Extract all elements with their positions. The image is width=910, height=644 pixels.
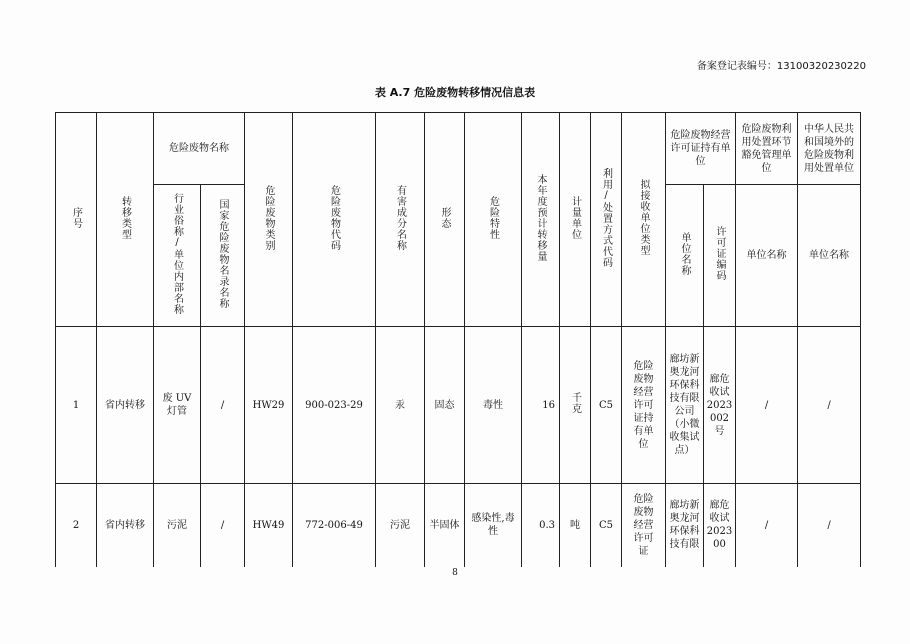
- row2-annual-qty: 0.3: [522, 484, 560, 567]
- row2-national-name: /: [201, 484, 245, 567]
- row2-unit: 吨: [560, 484, 591, 567]
- row1-unit: 千克: [560, 327, 591, 484]
- header-waste-name-group: 危险废物名称: [154, 113, 245, 185]
- header-method: 利用/处置方式代码: [591, 113, 622, 327]
- header-exempt-group: 危险废物利用处置环节豁免管理单位: [736, 113, 798, 185]
- table-row: [56, 327, 861, 484]
- header-annual-qty: 本年度预计转移量: [522, 113, 560, 327]
- row1-exempt-name: /: [736, 327, 798, 484]
- row2-foreign-name: /: [798, 484, 861, 567]
- row1-method: C5: [591, 327, 622, 484]
- row1-code: 900-023-29: [293, 327, 376, 484]
- header-industry-name: 行业俗称/单位内部名称: [154, 185, 201, 327]
- filing-number: 备案登记表编号：13100320230220: [696, 61, 866, 72]
- row2-licensee-license: 廊危收试202300: [704, 484, 736, 567]
- header-receiver-type: 拟接收单位类型: [622, 113, 666, 327]
- table-row: [56, 484, 861, 567]
- row2-method: C5: [591, 484, 622, 567]
- header-national-name: 国家危险废物名录名称: [201, 185, 245, 327]
- row2-licensee-name: 廊坊新奥龙河环保科技有限: [666, 484, 704, 567]
- waste-transfer-table: [55, 112, 861, 567]
- row1-foreign-name: /: [798, 327, 861, 484]
- header-seq: 序号: [56, 113, 97, 327]
- header-transfer-type: 转移类型: [97, 113, 154, 327]
- page-number: 8: [452, 568, 458, 578]
- header-code: 危险废物代码: [293, 113, 376, 327]
- row2-form: 半固体: [425, 484, 465, 567]
- row1-category: HW29: [245, 327, 293, 484]
- header-licensee-name: 单位名称: [666, 185, 704, 327]
- row2-industry-name: 污泥: [154, 484, 201, 567]
- row1-transfer-type: 省内转移: [97, 327, 154, 484]
- header-exempt-name: 单位名称: [736, 185, 798, 327]
- row1-licensee-name: 廊坊新奥龙河环保科技有限公司（小微收集试点）: [666, 327, 704, 484]
- row1-annual-qty: 16: [522, 327, 560, 484]
- row2-exempt-name: /: [736, 484, 798, 567]
- row2-transfer-type: 省内转移: [97, 484, 154, 567]
- row1-licensee-license: 廊危收试2023002号: [704, 327, 736, 484]
- row1-form: 固态: [425, 327, 465, 484]
- header-harmful: 有害成分名称: [376, 113, 425, 327]
- row1-seq: 1: [56, 327, 97, 484]
- row1-receiver-type: 危险废物经营许可证持有单位: [622, 327, 666, 484]
- row1-harmful: 汞: [376, 327, 425, 484]
- header-row-1: [56, 113, 861, 185]
- row2-property: 感染性,毒性: [465, 484, 522, 567]
- row2-category: HW49: [245, 484, 293, 567]
- row1-industry-name: 废 UV 灯管: [154, 327, 201, 484]
- header-licensee-group: 危险废物经营许可证持有单位: [666, 113, 736, 185]
- row2-seq: 2: [56, 484, 97, 567]
- row1-national-name: /: [201, 327, 245, 484]
- header-unit: 计量单位: [560, 113, 591, 327]
- header-licensee-license: 许可证编码: [704, 185, 736, 327]
- header-form: 形态: [425, 113, 465, 327]
- header-foreign-group: 中华人民共和国境外的危险废物利用处置单位: [798, 113, 861, 185]
- row2-code: 772-006-49: [293, 484, 376, 567]
- row2-receiver-type: 危险废物经营许可证: [622, 484, 666, 567]
- header-property: 危险特性: [465, 113, 522, 327]
- row2-harmful: 污泥: [376, 484, 425, 567]
- row1-property: 毒性: [465, 327, 522, 484]
- header-foreign-name: 单位名称: [798, 185, 861, 327]
- header-category: 危险废物类别: [245, 113, 293, 327]
- table-title: 表 A.7 危险废物转移情况信息表: [374, 86, 536, 99]
